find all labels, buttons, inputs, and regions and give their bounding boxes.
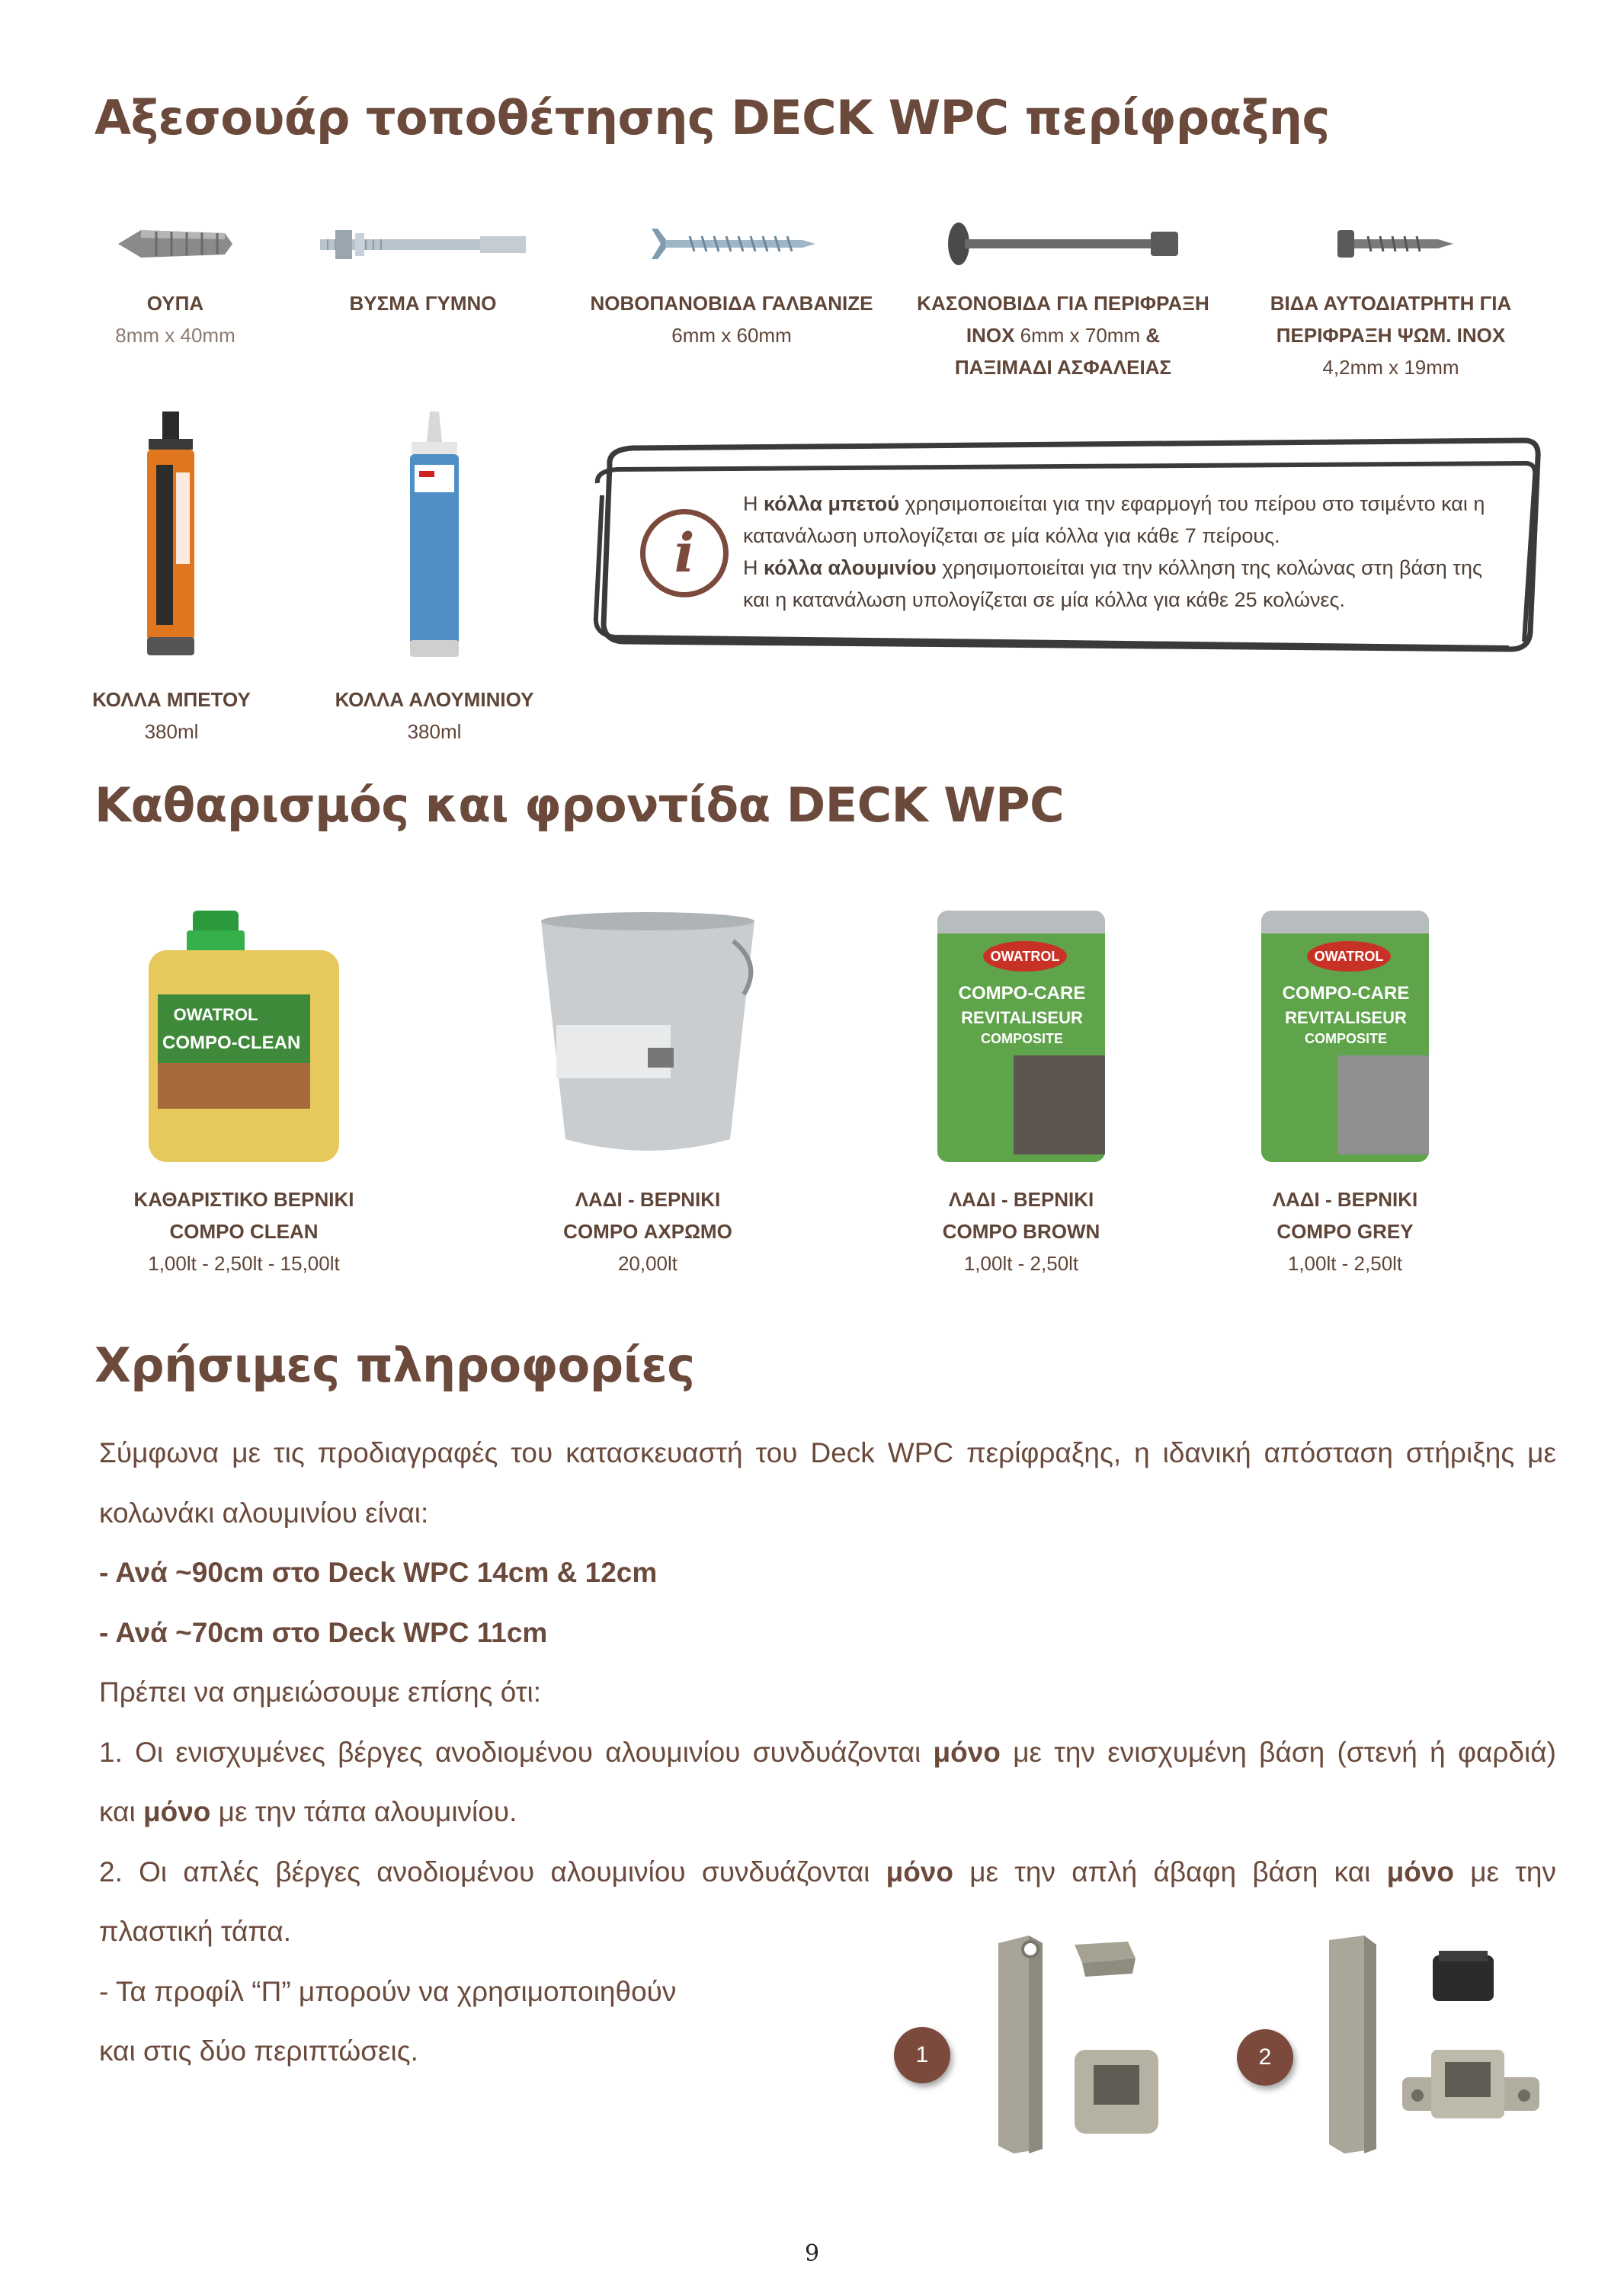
anchor-bolt-image — [312, 213, 533, 274]
note-2-text-a: 2. Οι απλές βέργες ανοδιομένου αλουμινίου συνδυάζονται — [99, 1856, 886, 1888]
note-1-text-b: με την ενισχυμένη βάση (στενή ή φαρδιά) — [1000, 1736, 1556, 1768]
compo-grey-line2: COMPO GREY — [1276, 1220, 1414, 1243]
note-1-text-c: και — [99, 1796, 143, 1827]
compo-brown-line1: ΛΑΔΙ - ΒΕΡΝΙΚΙ — [948, 1188, 1094, 1211]
compo-clear-line1: ΛΑΔΙ - ΒΕΡΝΙΚΙ — [575, 1188, 721, 1211]
info-icon: i — [640, 509, 729, 597]
product-screw-galvanized — [587, 213, 876, 351]
wall-plug-image — [111, 213, 240, 274]
info-p2-bold: κόλλα αλουμινίου — [764, 556, 937, 579]
note-1-only-a: μόνο — [933, 1736, 1001, 1768]
compo-grey-brand: OWATROL — [1307, 941, 1391, 972]
page-number: 9 — [804, 2240, 820, 2267]
product-self-drilling-screw — [1250, 213, 1532, 383]
note-2-text-c: με την — [1454, 1856, 1556, 1888]
product-compo-brown — [915, 911, 1128, 1279]
compo-clean-sizes: 1,00lt - 2,50lt - 15,00lt — [148, 1252, 340, 1275]
product-carriage-bolt — [915, 213, 1212, 383]
section-title-cleaning: Καθαρισμός και φροντίδα DECK WPC — [94, 777, 1065, 833]
badge-simple: 2 — [1237, 2029, 1293, 2086]
compo-clean-brand: OWATROL — [173, 1005, 258, 1024]
compo-grey-sizes: 1,00lt - 2,50lt — [1287, 1252, 1403, 1275]
info-p1-bold: κόλλα μπετού — [764, 492, 899, 515]
simple-post-image — [1311, 1928, 1547, 2157]
note-2-text-b: με την απλή άβαφη βάση και — [953, 1856, 1387, 1888]
note-1-text-d: με την τάπα αλουμινίου. — [210, 1796, 517, 1827]
product-wall-plug — [84, 213, 267, 351]
intro-line2: κολωνάκι αλουμινίου είναι: — [99, 1497, 429, 1529]
product-concrete-glue — [84, 411, 259, 748]
wall-plug-size: 8mm x 40mm — [115, 324, 235, 347]
compo-brown-brand: OWATROL — [983, 941, 1067, 972]
self-drilling-screw-image — [1322, 213, 1459, 274]
aluminium-glue-cartridge-image — [389, 411, 480, 663]
self-drilling-screw-line2: ΠΕΡΙΦΡΑΞΗ ΨΩΜ. INOX — [1276, 324, 1506, 347]
note-2-line1 — [99, 1843, 1556, 1903]
anchor-bolt-name: ΒΥΣΜΑ ΓΥΜΝΟ — [349, 292, 497, 315]
compo-grey-can-image — [1261, 911, 1429, 1162]
note-1-text-a: 1. Οι ενισχυμένες βέργες ανοδιομένου αλουμινίου συνδυάζονται — [99, 1736, 934, 1768]
note-3-line1: - Τα προφίλ “Π” μπορούν να χρησιμοποιηθούν — [99, 1975, 677, 2007]
reinforced-post-image — [983, 1928, 1181, 2157]
carriage-bolt-line3: ΠΑΞΙΜΑΔΙ ΑΣΦΑΛΕΙΑΣ — [954, 356, 1172, 379]
concrete-glue-name: ΚΟΛΛΑ ΜΠΕΤΟΥ — [92, 688, 251, 711]
compo-grey-label2: REVITALISEUR — [1285, 1008, 1407, 1027]
screw-galvanized-name: ΝΟΒΟΠΑΝΟΒΙΔΑ ΓΑΛΒΑΝΙΖΕ — [590, 292, 873, 315]
info-p1-text: χρησιμοποιείται για την εφαρμογή του πείρου στο τσιμέντο και η κατανάλωση υπολογίζεται σε μία κόλλα για κάθε 7 πείρους. — [743, 492, 1485, 547]
info-p2-prefix: Η — [743, 556, 764, 579]
badge-reinforced: 1 — [894, 2027, 950, 2083]
info-text — [743, 488, 1505, 616]
compo-brown-can-image — [937, 911, 1105, 1162]
wall-plug-name: ΟΥΠΑ — [146, 292, 204, 315]
product-anchor-bolt — [305, 213, 541, 319]
section-title-useful-info: Χρήσιμες πληροφορίες — [94, 1337, 695, 1393]
product-compo-grey — [1238, 911, 1452, 1279]
compo-clean-line2: COMPO CLEAN — [169, 1220, 319, 1243]
compo-brown-label1: COMPO-CARE — [958, 983, 1086, 1004]
product-compo-clear — [533, 911, 762, 1279]
note-1-line2 — [99, 1782, 1556, 1843]
compo-clean-jerrycan-image — [149, 911, 339, 1162]
info-p1-prefix: Η — [743, 492, 764, 515]
info-paragraph-aluminium — [743, 552, 1505, 616]
note-2-line2: πλαστική τάπα. — [99, 1916, 292, 1947]
spacing-bullet-90: - Ανά ~90cm στο Deck WPC 14cm & 12cm — [99, 1557, 658, 1588]
carriage-bolt-size: 6mm x 70mm — [1014, 324, 1146, 347]
note-1-only-b: μόνο — [143, 1796, 211, 1827]
concrete-glue-volume: 380ml — [144, 720, 199, 743]
note-2-only-b: μόνο — [1386, 1856, 1454, 1888]
intro-line1: Σύμφωνα με τις προδιαγραφές του κατασκευαστή του Deck WPC περίφραξης, η ιδανική απόσταση στήριξης με — [99, 1437, 1556, 1468]
product-compo-clean — [114, 911, 373, 1279]
compo-brown-label3: COMPOSITE — [980, 1031, 1063, 1046]
compo-grey-label1: COMPO-CARE — [1282, 983, 1410, 1004]
carriage-bolt-line1: ΚΑΣΟΝΟΒΙΔΑ ΓΙΑ ΠΕΡΙΦΡΑΞΗ — [917, 292, 1209, 315]
info-p2-text: χρησιμοποιείται για την κόλληση της κολώνας στη βάση της και η κατανάλωση υπολογίζεται σε μία κόλλα για κάθε 25 κολώνες. — [743, 556, 1482, 611]
note-3-line2: και στις δύο περιπτώσεις. — [99, 2035, 418, 2067]
compo-clear-line2: COMPO ΑΧΡΩΜΟ — [563, 1220, 732, 1243]
screw-image — [644, 213, 819, 274]
compo-clear-size: 20,00lt — [617, 1252, 678, 1275]
compo-brown-sizes: 1,00lt - 2,50lt — [963, 1252, 1079, 1275]
carriage-bolt-image — [937, 213, 1189, 274]
info-paragraph-concrete — [743, 488, 1505, 552]
concrete-glue-cartridge-image — [126, 411, 217, 663]
self-drilling-screw-line1: ΒΙΔΑ ΑΥΤΟΔΙΑΤΡΗΤΗ ΓΙΑ — [1270, 292, 1512, 315]
carriage-bolt-line2 — [915, 319, 1212, 351]
compo-grey-label3: COMPOSITE — [1304, 1031, 1387, 1046]
compo-clean-label: COMPO-CLEAN — [162, 1033, 301, 1053]
info-callout — [587, 434, 1547, 655]
screw-galvanized-size: 6mm x 60mm — [671, 324, 792, 347]
aluminium-glue-volume: 380ml — [407, 720, 462, 743]
section-title-accessories: Αξεσουάρ τοποθέτησης DECK WPC περίφραξης — [94, 90, 1330, 146]
self-drilling-screw-size: 4,2mm x 19mm — [1322, 356, 1459, 379]
compo-grey-line1: ΛΑΔΙ - ΒΕΡΝΙΚΙ — [1272, 1188, 1418, 1211]
note-2-only-a: μόνο — [886, 1856, 953, 1888]
compo-brown-label2: REVITALISEUR — [961, 1008, 1083, 1027]
product-aluminium-glue — [328, 411, 541, 748]
carriage-bolt-ampersand: & — [1145, 324, 1161, 347]
note-intro: Πρέπει να σημειώσουμε επίσης ότι: — [99, 1676, 541, 1708]
spacing-bullet-70: - Ανά ~70cm στο Deck WPC 11cm — [99, 1616, 548, 1648]
carriage-bolt-material: INOX — [966, 324, 1015, 347]
compo-clean-line1: ΚΑΘΑΡΙΣΤΙΚΟ ΒΕΡΝΙΚΙ — [133, 1188, 354, 1211]
note-1-line1 — [99, 1723, 1556, 1783]
aluminium-glue-name: ΚΟΛΛΑ ΑΛΟΥΜΙΝΙΟΥ — [335, 688, 534, 711]
compo-clear-bucket-image — [533, 911, 762, 1162]
compo-brown-line2: COMPO BROWN — [942, 1220, 1100, 1243]
